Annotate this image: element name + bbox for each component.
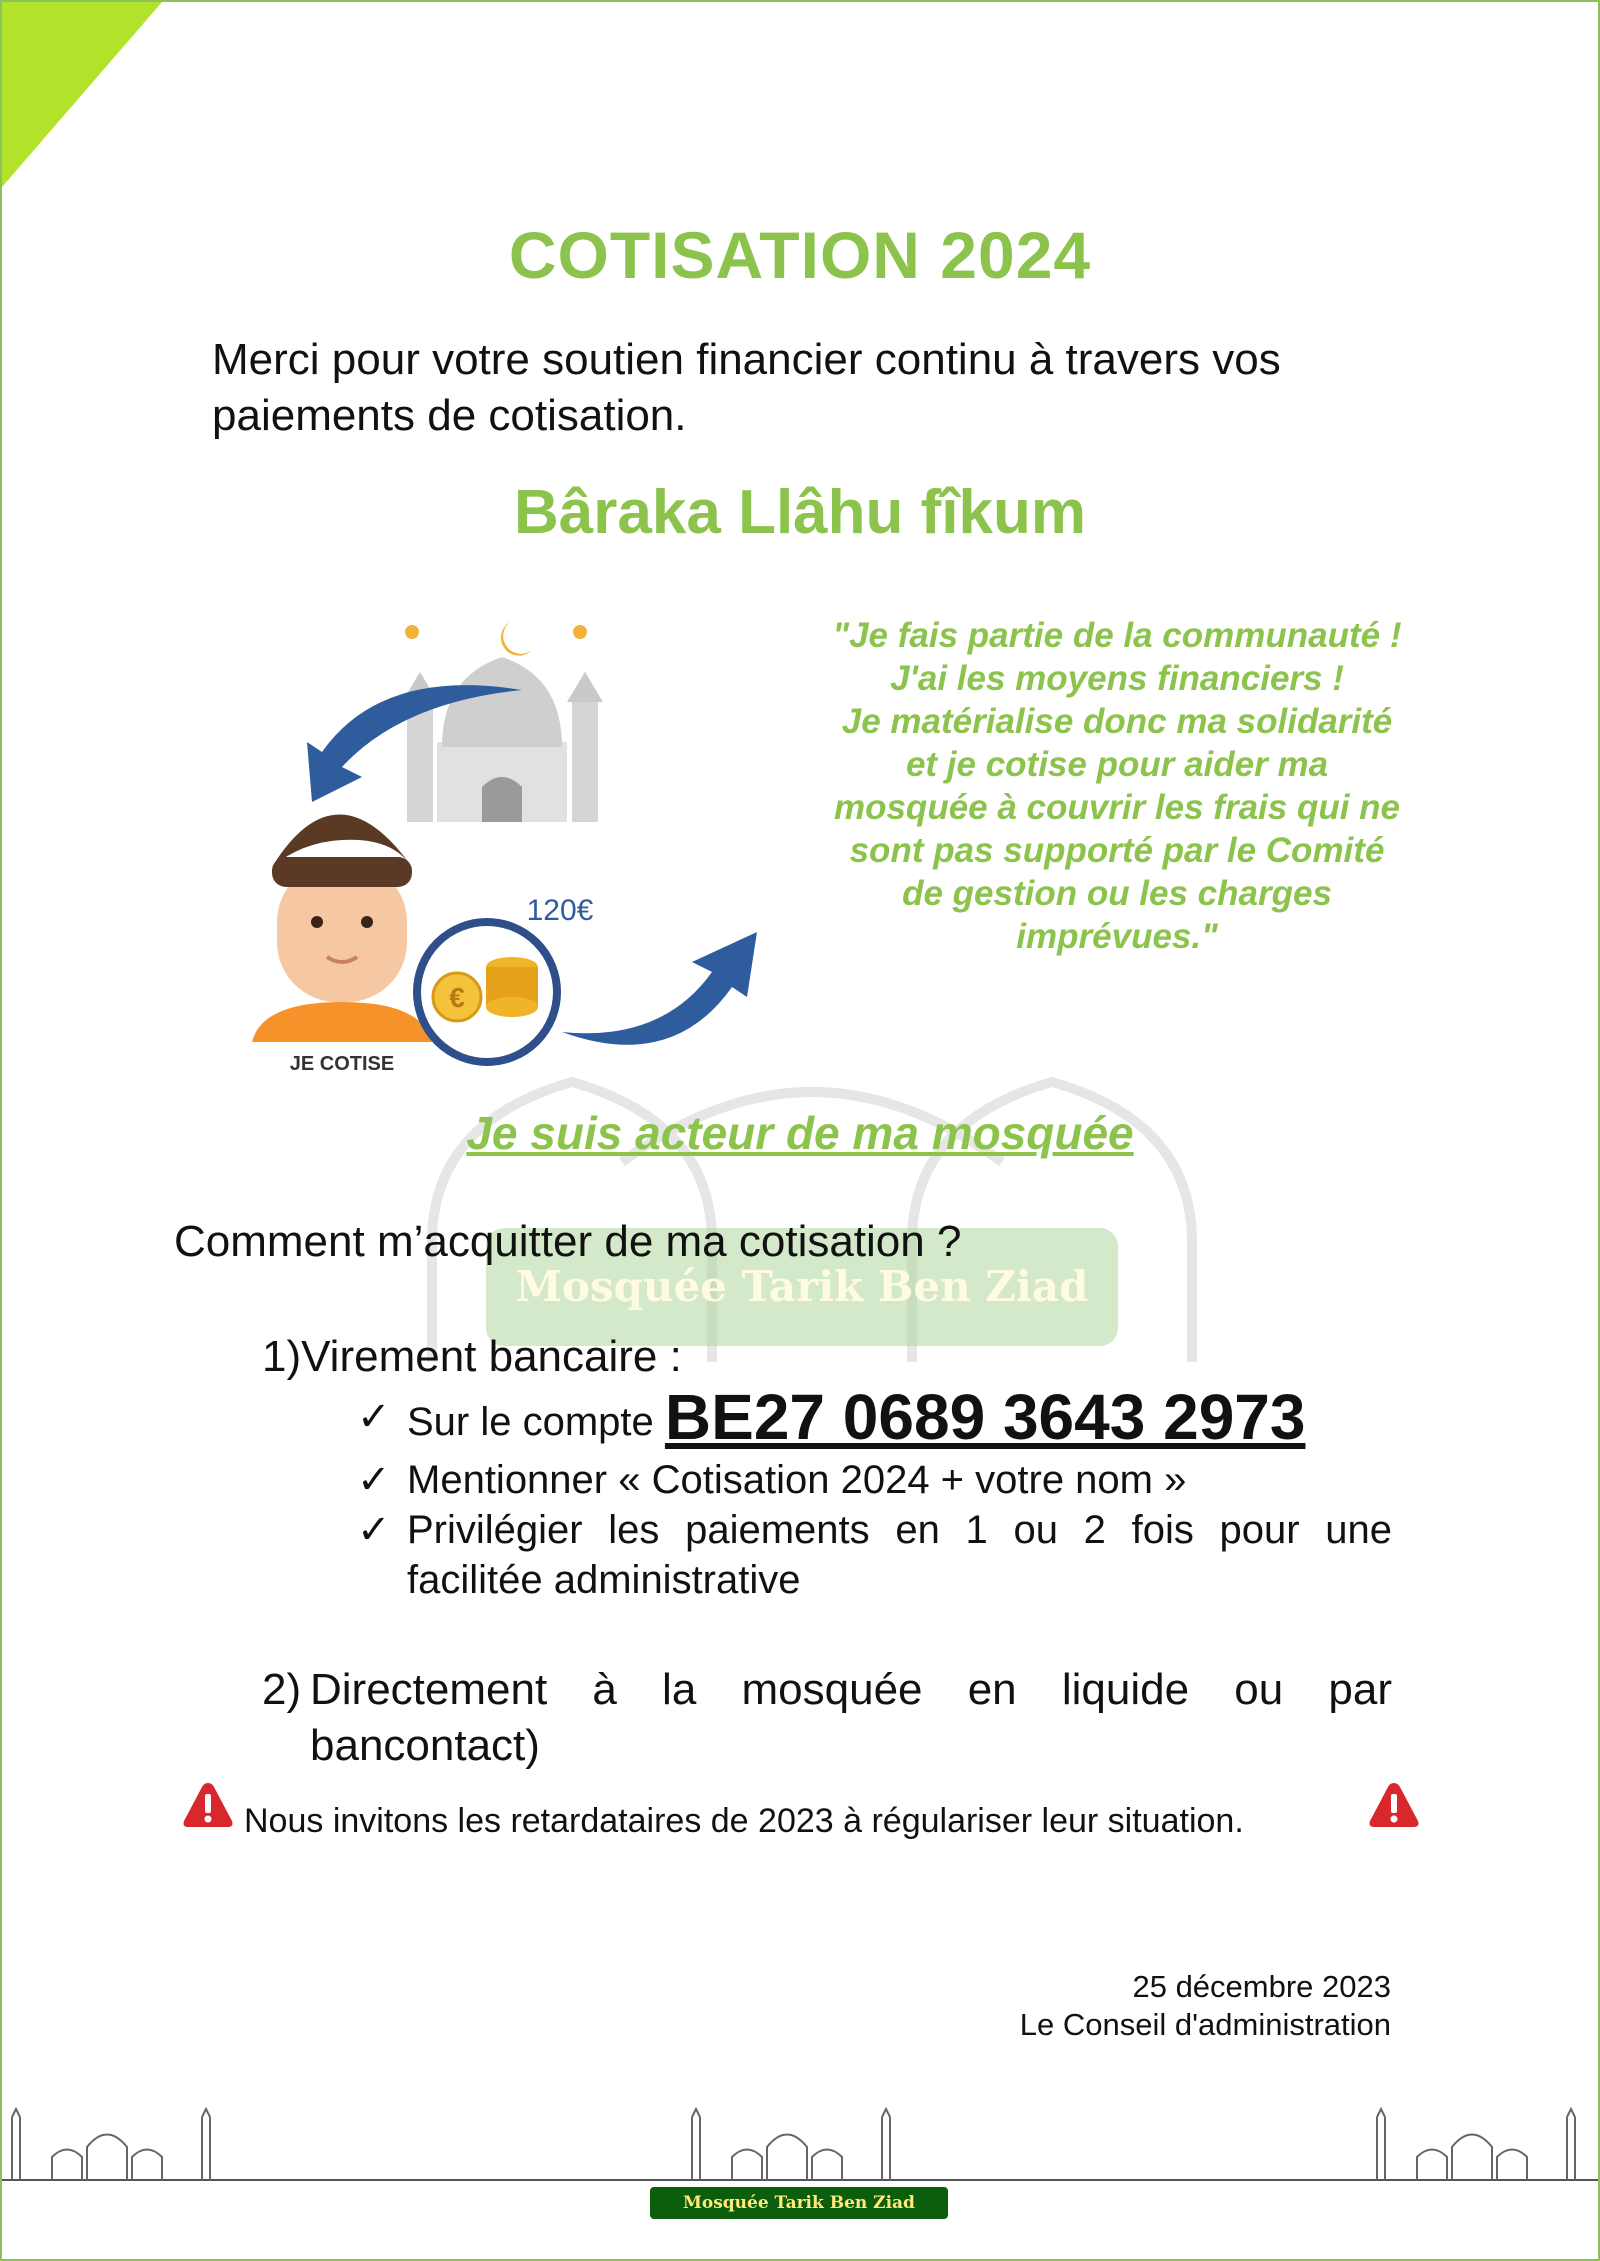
check-icon: ✓ (357, 1508, 391, 1552)
advice-text: Privilégier les paiements en 1 ou 2 fois pour une facilitée administrative (407, 1508, 1392, 1602)
mosque-icon (402, 622, 603, 822)
amount-label: 120€ (526, 894, 594, 927)
watermark-label: Mosquée Tarik Ben Ziad (515, 1262, 1089, 1311)
warning-icon (182, 1780, 234, 1830)
page-title: COTISATION 2024 (508, 218, 1092, 292)
option-2-number: 2) (262, 1665, 302, 1714)
mention-text: Mentionner « Cotisation 2024 + votre nom » (407, 1458, 1187, 1502)
checklist-item-mention (357, 1455, 1392, 1505)
mosque-skyline-footer (2, 2107, 1598, 2187)
signature-block (1020, 1968, 1391, 2044)
warning-icon (1368, 1780, 1420, 1830)
person-icon (252, 815, 432, 1043)
checklist-item-advice (357, 1505, 1392, 1605)
footer-label: Mosquée Tarik Ben Ziad (683, 2193, 915, 2213)
svg-text:€: € (449, 982, 465, 1013)
signature-name: Le Conseil d'administration (1019, 2007, 1391, 2042)
option-2 (262, 1662, 1392, 1774)
check-icon: ✓ (357, 1395, 391, 1439)
option-1-heading (262, 1332, 682, 1382)
account-prefix: Sur le compte (407, 1400, 654, 1444)
option-1-title: Virement bancaire : (301, 1332, 682, 1381)
intro-text: Merci pour votre soutien financier continu à travers vos paiements de cotisation. (212, 335, 1281, 440)
checklist-item-account (357, 1381, 1392, 1455)
signature-date: 25 décembre 2023 (1132, 1969, 1391, 2004)
payment-question: Comment m’acquitter de ma cotisation ? (174, 1217, 962, 1266)
quote-line-1: "Je fais partie de la communauté ! J'ai les moyens financiers ! (832, 616, 1402, 698)
quote-line-2: Je matérialise donc ma solidarité et je cotise pour aider ma mosquée à couvrir les frais qui ne sont pas supporté par le Comité de gestion ou les charges imprévues." (833, 702, 1401, 956)
warning-text: Nous invitons les retardataires de 2023 à régulariser leur situation. (244, 1802, 1244, 1840)
option-1-number: 1) (262, 1332, 302, 1381)
blessing-heading: Bâraka Llâhu fîkum (514, 478, 1086, 547)
footer-badge (650, 2187, 948, 2219)
option-1-checklist (357, 1381, 1392, 1605)
option-2-text: Directement à la mosquée en liquide ou par bancontact) (310, 1665, 1392, 1770)
slogan: Je suis acteur de ma mosquée (466, 1107, 1134, 1159)
check-icon: ✓ (357, 1458, 391, 1502)
caption-label: JE COTISE (289, 1053, 395, 1075)
warning-notice (182, 1780, 1422, 1850)
iban-number: BE27 0689 3643 2973 (664, 1381, 1306, 1453)
cotisation-illustration (242, 602, 822, 1082)
corner-decoration (2, 2, 162, 187)
testimonial-quote (832, 614, 1402, 958)
euro-coins-icon (417, 922, 557, 1062)
